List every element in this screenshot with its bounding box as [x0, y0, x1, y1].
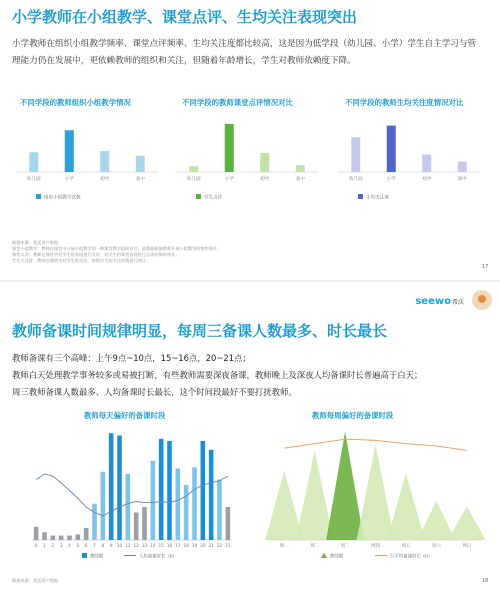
bar [65, 130, 74, 172]
tick-label: 19 [191, 543, 198, 548]
page-number: 17 [482, 264, 489, 270]
bar [192, 467, 197, 540]
tick-label: 6 [84, 543, 88, 548]
bar [225, 124, 234, 172]
legend-label: 组织小组教学次数 [44, 195, 81, 201]
tick-label: 8 [101, 543, 105, 548]
legend-label-line: 日平均备课时长（h） [390, 554, 433, 560]
bar [351, 137, 360, 172]
tick-label: 周四 [371, 544, 380, 549]
series-line [36, 474, 228, 516]
tick-label: 初中 [100, 177, 110, 182]
triangle-mark [296, 450, 334, 540]
tick-label: 幼儿园 [348, 177, 363, 182]
intro-paragraph: 小学教师在组织小组教学频率、课堂点评频率、生均关注度都比较高，这是因为低学段（幼儿园、小学）学生自主学习与管理能力仍在发展中，更依赖教师的组织和关注，但随着年龄增长，学生对教师依赖度下降。 [12, 39, 477, 66]
bar [201, 441, 206, 540]
bar [109, 433, 114, 540]
tick-label: 高中 [457, 177, 467, 182]
tick-label: 周二 [310, 544, 320, 549]
intro-paragraph [12, 350, 482, 401]
bar [296, 165, 305, 172]
tick-label: 21 [208, 543, 214, 548]
chart-2-title: 不同学段的教师课堂点评情况对比 [182, 98, 293, 107]
avatar-icon [472, 290, 492, 310]
legend-label: 学生点评 [204, 195, 223, 201]
legend-label-triangles: 教师数 [330, 554, 344, 560]
footnote-comments: 课堂点评：教师在课堂中对学生的表现进行点评，对学生的课堂表现进行点评的频率统计。 [12, 252, 180, 257]
tick-label: 3 [59, 543, 63, 548]
legend-swatch [36, 194, 41, 199]
tick-label: 小学 [64, 177, 74, 182]
bar [422, 155, 431, 172]
bar [151, 461, 156, 540]
tick-label: 初中 [260, 177, 270, 182]
footnote-group-teaching: 课堂小组教学：教师在课堂中开展小组教学的一种课堂教学组织形式，此数据根据教师开展小组教学的频率统计。 [12, 246, 222, 251]
tick-label: 周一 [279, 544, 289, 549]
chart-1-title: 不同学段的教师组织小组教学情况 [20, 98, 131, 107]
intro-line-1: 教师备课有三个高峰：上午9点~10点，15~16点，20~21点； [12, 353, 251, 363]
page-number: 18 [482, 578, 489, 584]
triangle-mark [326, 431, 364, 540]
bar [209, 450, 214, 540]
tick-label: 小学 [386, 177, 396, 182]
bar [167, 441, 172, 540]
footnote-attention: 生均关注度：教师在课堂中对学生的关注，按照学生的关注次数进行统计。 [12, 258, 151, 263]
page-title: 教师备课时间规律明显，每周三备课人数最多、时长最长 [12, 322, 388, 340]
bar [84, 528, 89, 540]
tick-label: 12 [133, 543, 139, 548]
bar [142, 507, 147, 540]
tick-label: 23 [225, 543, 231, 548]
legend-label: 生均关注度 [366, 195, 389, 201]
legend-label-bars: 教师数 [90, 554, 104, 560]
bar [42, 532, 47, 540]
chart-weekly-prep-days [263, 422, 488, 562]
legend-swatch-triangles [321, 553, 327, 559]
bar [136, 156, 145, 172]
legend-swatch [196, 194, 201, 199]
report-page-18 [0, 282, 500, 607]
tick-label: 11 [125, 543, 131, 548]
chart-daily-prep-hours [12, 422, 237, 562]
seewo-logo: seewo希沃 [415, 296, 464, 307]
tick-label: 4 [68, 543, 71, 548]
chart-4-title: 教师每天偏好的备课时段 [84, 411, 166, 420]
tick-label: 10 [116, 543, 123, 548]
tick-label: 22 [216, 543, 223, 548]
tick-label: 周日 [462, 544, 472, 549]
tick-label: 小学 [224, 177, 234, 182]
bar [59, 536, 64, 540]
tick-label: 1 [43, 543, 46, 548]
tick-label: 2 [51, 543, 55, 548]
tick-label: 17 [175, 543, 181, 548]
tick-label: 高中 [135, 177, 145, 182]
triangle-mark [448, 506, 486, 540]
tick-label: 15 [158, 543, 164, 548]
bar [101, 472, 106, 540]
bar [458, 162, 467, 172]
bar [260, 153, 269, 172]
triangle-mark [357, 445, 395, 540]
tick-label: 7 [93, 543, 96, 548]
triangle-mark [265, 471, 303, 540]
tick-label: 高中 [295, 177, 305, 182]
bar [217, 480, 222, 541]
legend-swatch-bars [82, 553, 87, 558]
tick-label: 幼儿园 [26, 177, 41, 182]
chart-5-title: 教师每周偏好的备课时段 [312, 411, 394, 420]
bar [51, 536, 56, 540]
tick-label: 9 [109, 543, 113, 548]
tick-label: 14 [150, 543, 156, 548]
tick-label: 16 [166, 543, 173, 548]
bar [134, 513, 139, 541]
report-page-17 [0, 0, 500, 282]
chart-student-attention [334, 110, 484, 210]
tick-label: 18 [183, 543, 189, 548]
chart-class-comments [172, 110, 322, 210]
intro-line-2: 教师白天处理教学事务较多或易被打断，有些教师需要深夜备课，教师晚上及深夜人均备课时长普遍高于白天； [12, 370, 423, 380]
bar [67, 536, 72, 540]
triangle-mark [387, 473, 425, 540]
chart-3-title: 不同学段的教师生均关注度情况对比 [345, 98, 464, 107]
page-title: 小学教师在小组教学、课堂点评、生均关注表现突出 [12, 8, 358, 26]
intro-line-3: 周三教师备课人数最多、人均备课时长最长，这个时间段最好不要打扰教师。 [12, 387, 297, 397]
tick-label: 13 [141, 543, 148, 548]
tick-label: 20 [200, 543, 206, 548]
bar [29, 152, 38, 172]
tick-label: 初中 [422, 177, 432, 182]
bar [76, 535, 81, 541]
footnote-source: 数据来源：希沃用户数据 [12, 240, 59, 245]
bar [100, 151, 109, 172]
bar [92, 504, 97, 540]
bar [184, 485, 189, 540]
tick-label: 幼儿园 [186, 177, 201, 182]
legend-label-line: 人均备课时长（h） [139, 554, 177, 560]
bar [117, 436, 122, 541]
triangle-mark [417, 501, 455, 540]
tick-label: 5 [76, 543, 80, 548]
footnotes [12, 240, 482, 264]
legend-swatch [358, 194, 363, 199]
bar [226, 507, 231, 540]
chart-small-group-teaching [12, 110, 162, 210]
tick-label: 周六 [431, 544, 441, 549]
tick-label: 0 [34, 543, 38, 548]
footnote-source: 数据来源：希沃用户数据 [12, 578, 59, 583]
bar [176, 469, 181, 541]
bar [387, 126, 396, 172]
bar [189, 166, 198, 172]
bar [126, 474, 131, 540]
bar [34, 527, 39, 540]
tick-label: 周五 [401, 544, 411, 549]
bar [159, 439, 164, 540]
tick-label: 周三 [340, 544, 350, 549]
